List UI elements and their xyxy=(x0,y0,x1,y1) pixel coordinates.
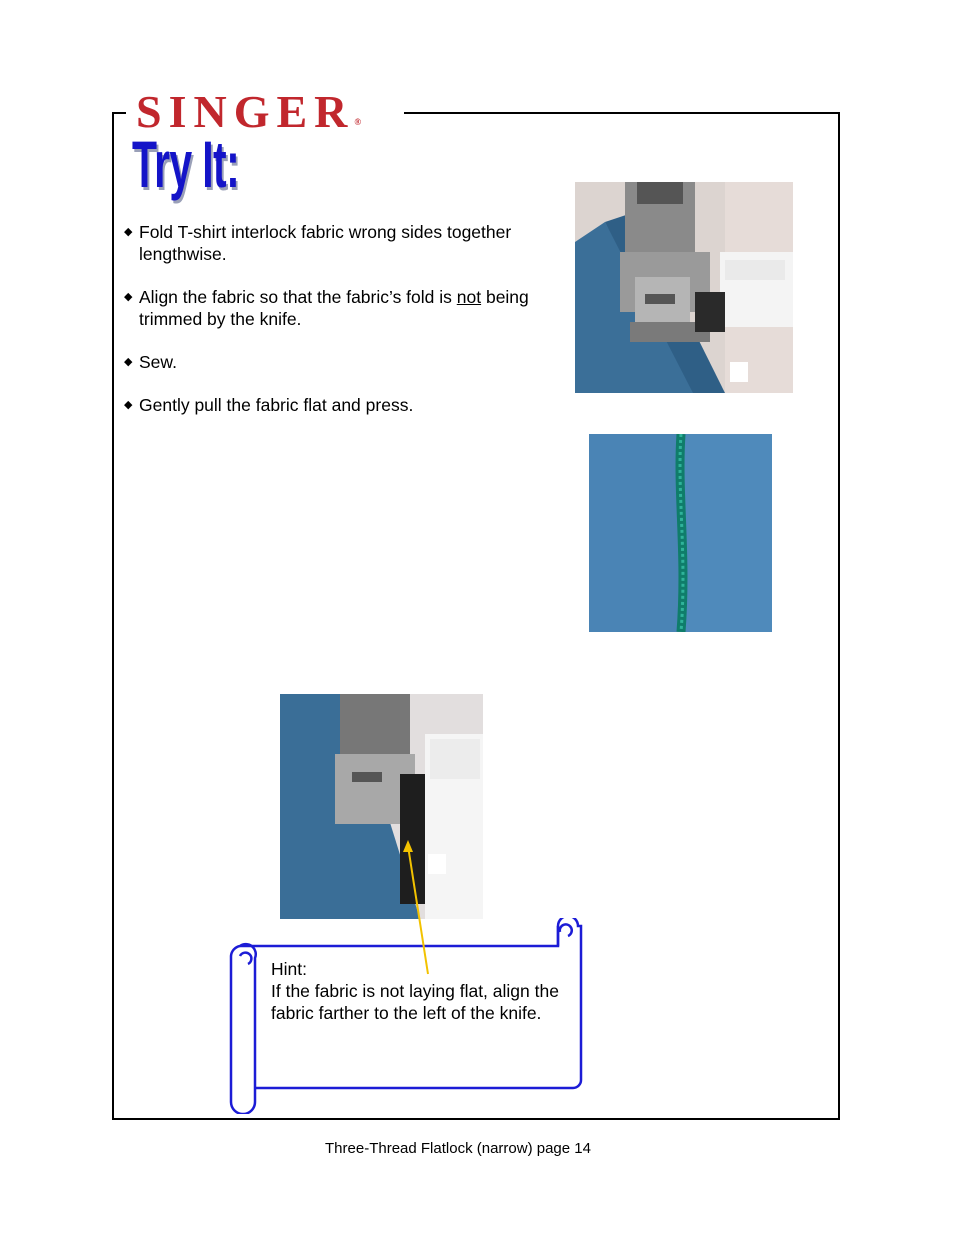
list-item: ◆ Sew. xyxy=(124,352,177,372)
page-title: Try It: xyxy=(132,127,240,201)
hint-text xyxy=(271,958,571,1024)
photo-sewing-fold xyxy=(575,182,793,393)
hint-body: If the fabric is not laying flat, align the fabric farther to the left of the knife. xyxy=(271,981,559,1023)
diamond-bullet-icon: ◆ xyxy=(124,291,133,303)
diamond-bullet-icon: ◆ xyxy=(124,226,133,238)
hint-title: Hint: xyxy=(271,959,307,979)
instruction-list xyxy=(124,221,554,437)
photo-flatlock-seam xyxy=(589,434,772,632)
photo-knife-alignment xyxy=(280,694,483,919)
diamond-bullet-icon: ◆ xyxy=(124,356,133,368)
singer-logo: SINGER® xyxy=(136,86,362,137)
list-item: ◆ Align the fabric so that the fabric’s fold is not being trimmed by the knife. xyxy=(124,287,529,329)
list-item: ◆ Fold T-shirt interlock fabric wrong sides together lengthwise. xyxy=(124,222,512,264)
list-item: ◆ Gently pull the fabric flat and press. xyxy=(124,395,414,415)
page-footer: Three-Thread Flatlock (narrow) page 14 xyxy=(325,1140,591,1157)
diamond-bullet-icon: ◆ xyxy=(124,399,133,411)
